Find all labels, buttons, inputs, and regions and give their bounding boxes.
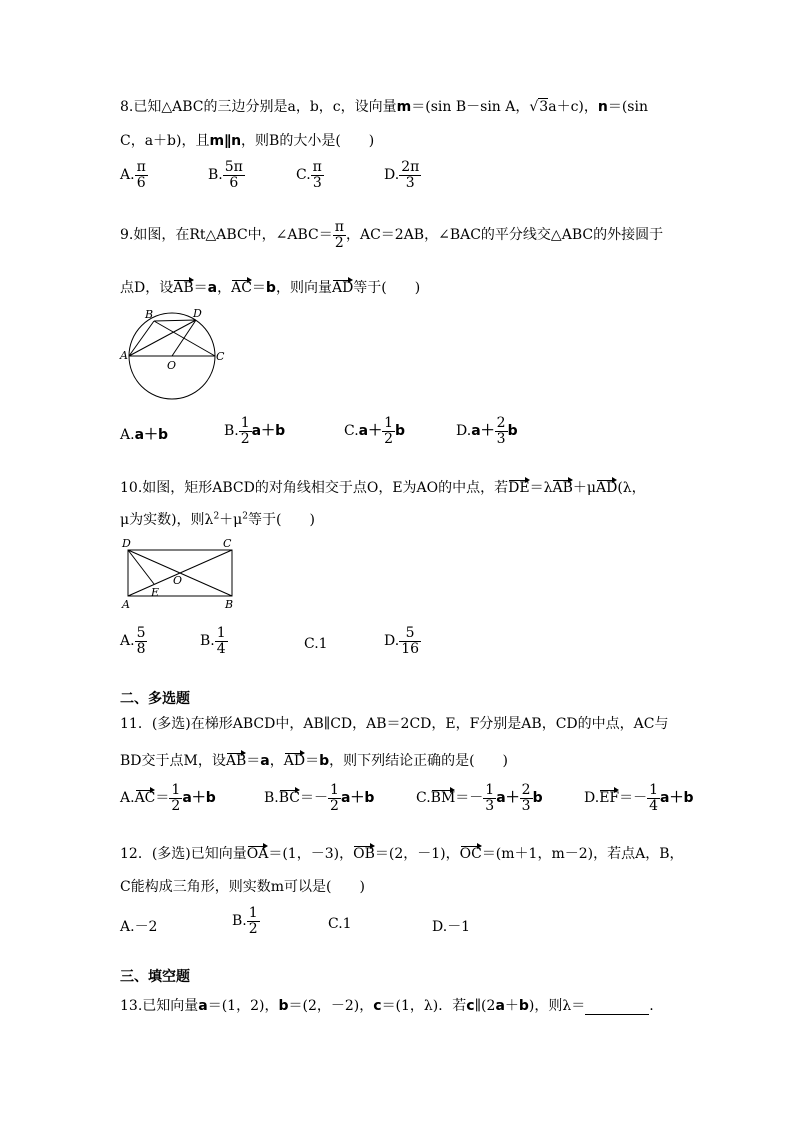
- fraction: [333, 220, 346, 250]
- q12-text: ＝(2，－1)，: [374, 846, 460, 862]
- vector-a: a: [207, 280, 218, 296]
- vector-a: a: [495, 998, 505, 1014]
- option-label: A.: [120, 919, 135, 935]
- vector-ab: AB: [173, 280, 194, 296]
- option-label: C.: [416, 790, 431, 807]
- option-label: B.: [224, 423, 239, 440]
- q8-text: ，则B的大小是( ): [241, 133, 375, 149]
- q11-option-c: [416, 783, 543, 813]
- option-label: B.: [232, 913, 247, 930]
- vector-c: c: [373, 998, 382, 1014]
- denominator: 6: [136, 174, 146, 191]
- denominator: 4: [649, 797, 659, 814]
- numerator: 2π: [401, 159, 420, 175]
- denominator: 2: [334, 234, 344, 251]
- q9-text: ＝: [193, 280, 208, 296]
- q8-line1: [120, 96, 648, 116]
- q8-option-b: [208, 160, 245, 190]
- numerator: 5: [399, 626, 421, 642]
- q12-option-a: [120, 916, 157, 936]
- label-a: A: [120, 349, 128, 362]
- option-label: D.: [456, 423, 472, 440]
- q13-text: ＝(1，λ)．若: [381, 998, 467, 1014]
- option-expr: a＋b: [660, 790, 694, 807]
- denominator: 6: [229, 174, 239, 191]
- q13-text: 13.已知向量: [120, 998, 199, 1014]
- denominator: 8: [136, 640, 146, 657]
- option-expr: ＝－: [619, 790, 648, 807]
- fraction: [483, 783, 496, 813]
- option-expr: a＋b: [340, 790, 375, 807]
- sqrt-radicand: 3: [539, 99, 549, 115]
- fraction: [135, 626, 148, 656]
- option-label: D.: [384, 633, 400, 650]
- label-b: B: [145, 308, 154, 321]
- q10-figure: [118, 536, 242, 612]
- q9-text: 等于( ): [353, 280, 421, 296]
- segment-bd: [154, 320, 196, 321]
- q8-option-d: [384, 160, 421, 190]
- denominator: 2: [248, 920, 258, 937]
- q9-option-c: [344, 416, 405, 446]
- q12-line1: [120, 843, 684, 863]
- vector-ab: AB: [225, 753, 247, 769]
- vector-a: a: [198, 998, 208, 1014]
- q10-text: 10.如图，矩形ABCD的对角线相交于点O，E为AO的中点，若: [120, 480, 509, 496]
- q10-option-a: [120, 626, 147, 656]
- label-c: C: [216, 350, 225, 363]
- option-label: A.: [120, 633, 135, 650]
- q12-text: 12．(多选)已知向量: [120, 846, 247, 862]
- option-expr: b: [395, 423, 406, 440]
- option-label: C.: [344, 423, 359, 440]
- option-expr: －2: [134, 919, 158, 935]
- q9-text: ，则向量: [275, 280, 332, 296]
- fraction: [223, 160, 245, 190]
- denominator: 2: [171, 797, 181, 814]
- fraction: [215, 626, 228, 656]
- numerator: 1: [171, 782, 181, 798]
- q11-text: ＝: [246, 753, 261, 769]
- vector-b: b: [518, 998, 529, 1014]
- vector-ef: EF: [599, 790, 620, 807]
- label-o: O: [167, 359, 177, 372]
- option-expr: a＋: [471, 423, 495, 440]
- q10-text: (λ，: [617, 480, 646, 496]
- label-d: D: [122, 537, 131, 550]
- q8-text: ＝(sin: [607, 99, 648, 115]
- numerator: 2: [521, 782, 531, 798]
- option-label: D.: [384, 167, 400, 184]
- denominator: 2: [240, 430, 250, 447]
- option-expr: a＋b: [182, 790, 216, 807]
- option-label: B.: [264, 790, 279, 807]
- label-e: E: [151, 586, 160, 599]
- vector-ad: AD: [331, 280, 354, 296]
- q12-option-c: [328, 916, 352, 932]
- option-expr: 1: [342, 916, 352, 932]
- option-expr: 1: [318, 636, 328, 652]
- q10-text: ＋μ: [572, 480, 596, 496]
- numerator: π: [334, 219, 344, 235]
- parallel-mn: m∥n: [209, 133, 242, 149]
- q12-line2: C能构成三角形，则实数m可以是( ): [120, 879, 365, 895]
- option-expr: a＋b: [251, 423, 286, 440]
- fraction: [399, 626, 421, 656]
- q11-line1: 11．(多选)在梯形ABCD中，AB∥CD，AB＝2CD，E，F分别是AB，CD的中点，AC与: [120, 716, 669, 732]
- fraction: [520, 783, 533, 813]
- vector-b: b: [265, 280, 276, 296]
- option-label: B.: [200, 633, 215, 650]
- option-expr: ＝－: [455, 790, 484, 807]
- numerator: 1: [649, 782, 659, 798]
- fraction: [239, 416, 252, 446]
- denominator: 3: [496, 430, 506, 447]
- q8-option-c: [296, 160, 324, 190]
- option-expr: b: [532, 790, 543, 807]
- q9-figure: [118, 305, 228, 405]
- numerator: π: [136, 159, 146, 175]
- denominator: 2: [330, 797, 339, 814]
- vector-oa: OA: [246, 846, 269, 862]
- fraction: [169, 783, 182, 813]
- denominator: 3: [405, 174, 415, 191]
- numerator: 1: [485, 782, 495, 798]
- q10-text: μ为实数)，则λ: [120, 512, 214, 528]
- label-o: O: [173, 574, 183, 587]
- q8-text: C，a＋b)，且: [120, 133, 210, 149]
- q10-text: ＋μ: [219, 512, 243, 528]
- q10-line1: [120, 477, 646, 497]
- denominator: 2: [384, 430, 394, 447]
- q12-text: ＝(m＋1，m－2)，若点A，B，: [481, 846, 684, 862]
- vector-bm: BM: [430, 790, 456, 807]
- option-expr: ＝－: [300, 790, 329, 807]
- answer-blank[interactable]: [585, 998, 649, 1015]
- fraction: [495, 416, 508, 446]
- vector-ob: OB: [353, 846, 375, 862]
- fraction: [382, 416, 395, 446]
- q8-text: ＝(sin B－sin A，: [411, 99, 530, 115]
- numerator: 1: [216, 625, 226, 641]
- q13-text: ∥(2: [474, 998, 496, 1014]
- q9-line2: [120, 277, 420, 297]
- q12-text: ＝(1，－3)，: [268, 846, 354, 862]
- vector-ac: AC: [134, 790, 156, 807]
- fraction: [135, 160, 148, 190]
- numerator: 1: [248, 905, 258, 921]
- fraction: [328, 783, 341, 813]
- numerator: 1: [330, 782, 339, 798]
- q11-text: ，: [269, 753, 284, 769]
- numerator: 2: [496, 415, 506, 431]
- q13-line: [120, 995, 654, 1015]
- denominator: 3: [521, 797, 531, 814]
- q10-option-c: [304, 636, 328, 652]
- option-expr: ＝: [155, 790, 170, 807]
- q13-text: ＝(1，2)，: [207, 998, 279, 1014]
- fraction: [311, 160, 324, 190]
- vector-ab: AB: [552, 480, 573, 496]
- section-heading-fill-in: 三、填空题: [120, 969, 190, 985]
- q10-option-d: [384, 626, 421, 656]
- option-label: C.: [304, 636, 319, 652]
- option-label: D.: [584, 790, 600, 807]
- segment-od: [172, 320, 196, 356]
- option-label: A.: [120, 167, 135, 184]
- q9-line1: [120, 220, 663, 250]
- vector-c: c: [466, 998, 475, 1014]
- q9-text: ，: [217, 280, 232, 296]
- q11-text: ，则下列结论正确的是( ): [329, 753, 509, 769]
- q12-option-b: [232, 906, 260, 936]
- q11-text: ＝: [305, 753, 320, 769]
- fraction: [647, 783, 660, 813]
- denominator: 3: [312, 174, 322, 191]
- option-label: C.: [328, 916, 343, 932]
- option-label: A.: [120, 427, 135, 443]
- q13-text: ＝(2，－2)，: [288, 998, 374, 1014]
- vector-a: a: [260, 753, 270, 769]
- label-c: C: [223, 537, 232, 550]
- q10-option-b: [200, 626, 228, 656]
- section-heading-multi-choice: 二、多选题: [120, 691, 190, 707]
- q11-option-b: [264, 783, 374, 813]
- vector-m: m: [396, 99, 412, 115]
- numerator: 5: [136, 625, 146, 641]
- label-a: A: [122, 598, 130, 611]
- q9-text: ，AC＝2AB，∠BAC的平分线交△ABC的外接圆于: [345, 227, 664, 244]
- q8-text: 8.已知△ABC的三边分别是a，b，c，设向量: [120, 99, 397, 115]
- vector-ad: AD: [596, 480, 618, 496]
- numerator: 1: [240, 415, 250, 431]
- q8-line2: [120, 130, 374, 150]
- sqrt-sign: √: [529, 99, 539, 115]
- option-label: A.: [120, 790, 135, 807]
- q10-text: 等于( ): [248, 512, 315, 528]
- option-expr: －1: [447, 919, 471, 935]
- option-expr: a＋: [358, 423, 383, 440]
- option-expr: a＋b: [134, 427, 169, 443]
- superscript: 2: [242, 511, 249, 522]
- denominator: 16: [401, 640, 420, 657]
- q9-option-d: [456, 416, 518, 446]
- option-label: B.: [208, 167, 223, 184]
- q8-option-a: [120, 160, 148, 190]
- q9-text: 9.如图，在Rt△ABC中，∠ABC＝: [120, 227, 333, 244]
- option-label: C.: [296, 167, 311, 184]
- option-expr: a＋: [496, 790, 520, 807]
- q11-line2: [120, 750, 508, 770]
- vector-oc: OC: [459, 846, 482, 862]
- vector-ad: AD: [283, 753, 306, 769]
- label-d: D: [193, 307, 202, 320]
- numerator: π: [312, 159, 322, 175]
- denominator: 4: [216, 640, 226, 657]
- q9-text: ＝: [251, 280, 266, 296]
- segment-de: [128, 550, 154, 584]
- q13-text: ＋: [504, 998, 519, 1014]
- vector-n: n: [597, 99, 608, 115]
- superscript: 2: [213, 511, 220, 522]
- option-expr: b: [507, 423, 518, 440]
- numerator: 1: [384, 415, 394, 431]
- q9-option-b: [224, 416, 285, 446]
- fraction: [247, 906, 260, 936]
- vector-b: b: [319, 753, 330, 769]
- denominator: 3: [485, 797, 495, 814]
- q10-line2: [120, 509, 315, 529]
- vector-de: DE: [508, 480, 530, 496]
- q8-text: a＋c)，: [548, 99, 598, 115]
- vector-bc: BC: [278, 790, 301, 807]
- q11-option-a: [120, 783, 216, 813]
- q11-option-d: [584, 783, 694, 813]
- q11-text: BD交于点M，设: [120, 753, 226, 769]
- q12-option-d: [432, 916, 470, 936]
- vector-b: b: [278, 998, 289, 1014]
- q9-text: 点D，设: [120, 280, 174, 296]
- fraction: [399, 160, 421, 190]
- vector-ac: AC: [231, 280, 252, 296]
- q13-text: .: [649, 998, 654, 1014]
- label-b: B: [225, 598, 234, 611]
- numerator: 5π: [224, 159, 243, 175]
- q10-text: ＝λ: [529, 480, 553, 496]
- q13-text: )，则λ＝: [528, 998, 586, 1014]
- q9-option-a: [120, 424, 168, 444]
- option-label: D.: [432, 919, 448, 935]
